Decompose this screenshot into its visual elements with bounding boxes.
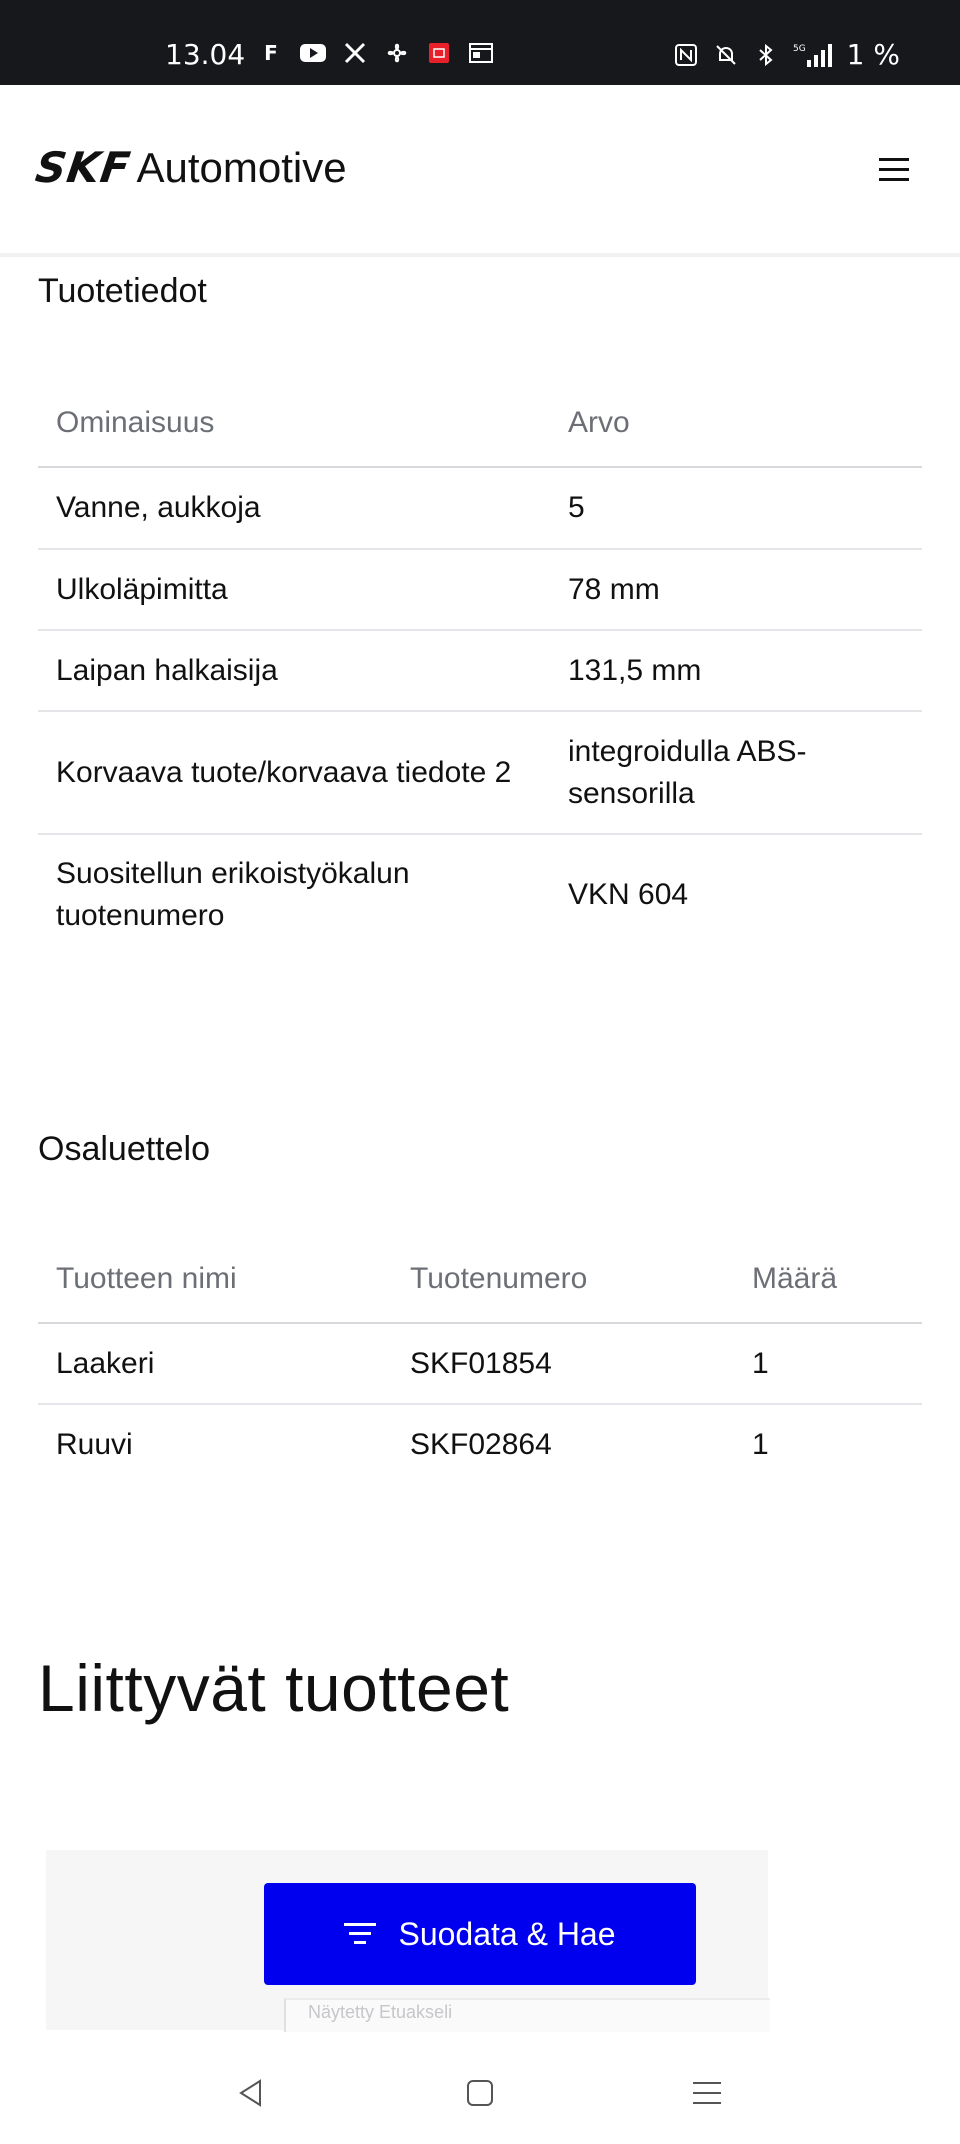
property-cell: Ulkoläpimitta (56, 572, 228, 606)
filter-icon (344, 1921, 376, 1947)
hamburger-menu-button[interactable] (864, 140, 924, 200)
column-header: Määrä (752, 1262, 838, 1295)
facebook-icon: F (264, 41, 278, 65)
logo-brand: SKF (32, 143, 134, 192)
property-cell: Suositellun erikoistyökalun tuotenumero (56, 857, 410, 932)
product-info-table (38, 380, 922, 955)
column-header: Tuotenumero (410, 1262, 588, 1295)
table-header-row (38, 380, 922, 468)
part-number-cell: SKF01854 (410, 1346, 552, 1380)
part-name-cell: Laakeri (56, 1346, 155, 1380)
table-row (38, 1324, 922, 1405)
browser-icon (468, 40, 494, 66)
value-cell: VKN 604 (568, 878, 689, 911)
bell-muted-icon (713, 42, 739, 68)
value-cell: 5 (568, 491, 585, 524)
column-header: Arvo (568, 406, 630, 439)
column-header: Ominaisuus (56, 406, 215, 439)
parts-list-table (38, 1236, 922, 1484)
property-cell: Vanne, aukkoja (56, 491, 261, 524)
card-caption: Näytetty Etuakseli (308, 2002, 453, 2022)
property-cell: Korvaava tuote/korvaava tiedote 2 (56, 755, 512, 789)
value-cell: 78 mm (568, 572, 660, 606)
bluetooth-icon (753, 42, 779, 68)
status-bar (0, 0, 960, 85)
table-row (38, 1405, 922, 1484)
system-nav-bar (0, 2040, 960, 2144)
nfc-icon (673, 42, 699, 68)
part-number-cell: SKF02864 (410, 1427, 552, 1461)
product-info-title: Tuotetiedot (38, 272, 207, 310)
table-row (38, 631, 922, 712)
table-row (38, 835, 922, 955)
skf-logo[interactable] (32, 143, 347, 192)
x-icon (342, 40, 368, 66)
filter-search-label: Suodata & Hae (398, 1915, 616, 1952)
status-left-icons (258, 40, 494, 66)
calendar-red-icon (426, 40, 452, 66)
svg-text:5G: 5G (792, 43, 806, 54)
back-icon[interactable] (226, 2068, 276, 2118)
table-header-row (38, 1236, 922, 1324)
filter-search-button[interactable] (264, 1883, 696, 1985)
parts-list-title: Osaluettelo (38, 1130, 210, 1168)
fan-icon (384, 40, 410, 66)
youtube-icon (300, 40, 326, 66)
recents-icon[interactable] (682, 2068, 732, 2118)
table-row (38, 712, 922, 835)
signal-5g-icon (793, 42, 833, 68)
logo-product: Automotive (136, 143, 347, 191)
home-icon[interactable] (455, 2068, 505, 2118)
part-qty-cell: 1 (752, 1427, 769, 1461)
value-cell: 131,5 mm (568, 653, 702, 687)
property-cell: Laipan halkaisija (56, 653, 278, 687)
part-qty-cell: 1 (752, 1346, 769, 1380)
table-row (38, 468, 922, 550)
table-row (38, 550, 922, 631)
status-time: 13.04 (165, 38, 246, 71)
value-cell: integroidulla ABS-sensorilla (568, 734, 807, 810)
battery-level: 1 % (846, 38, 900, 71)
part-name-cell: Ruuvi (56, 1427, 133, 1461)
status-right-icons (673, 38, 900, 71)
site-header (0, 85, 960, 257)
hamburger-menu-icon (879, 158, 909, 182)
column-header: Tuotteen nimi (56, 1262, 237, 1295)
related-products-title: Liittyvät tuotteet (38, 1651, 510, 1725)
